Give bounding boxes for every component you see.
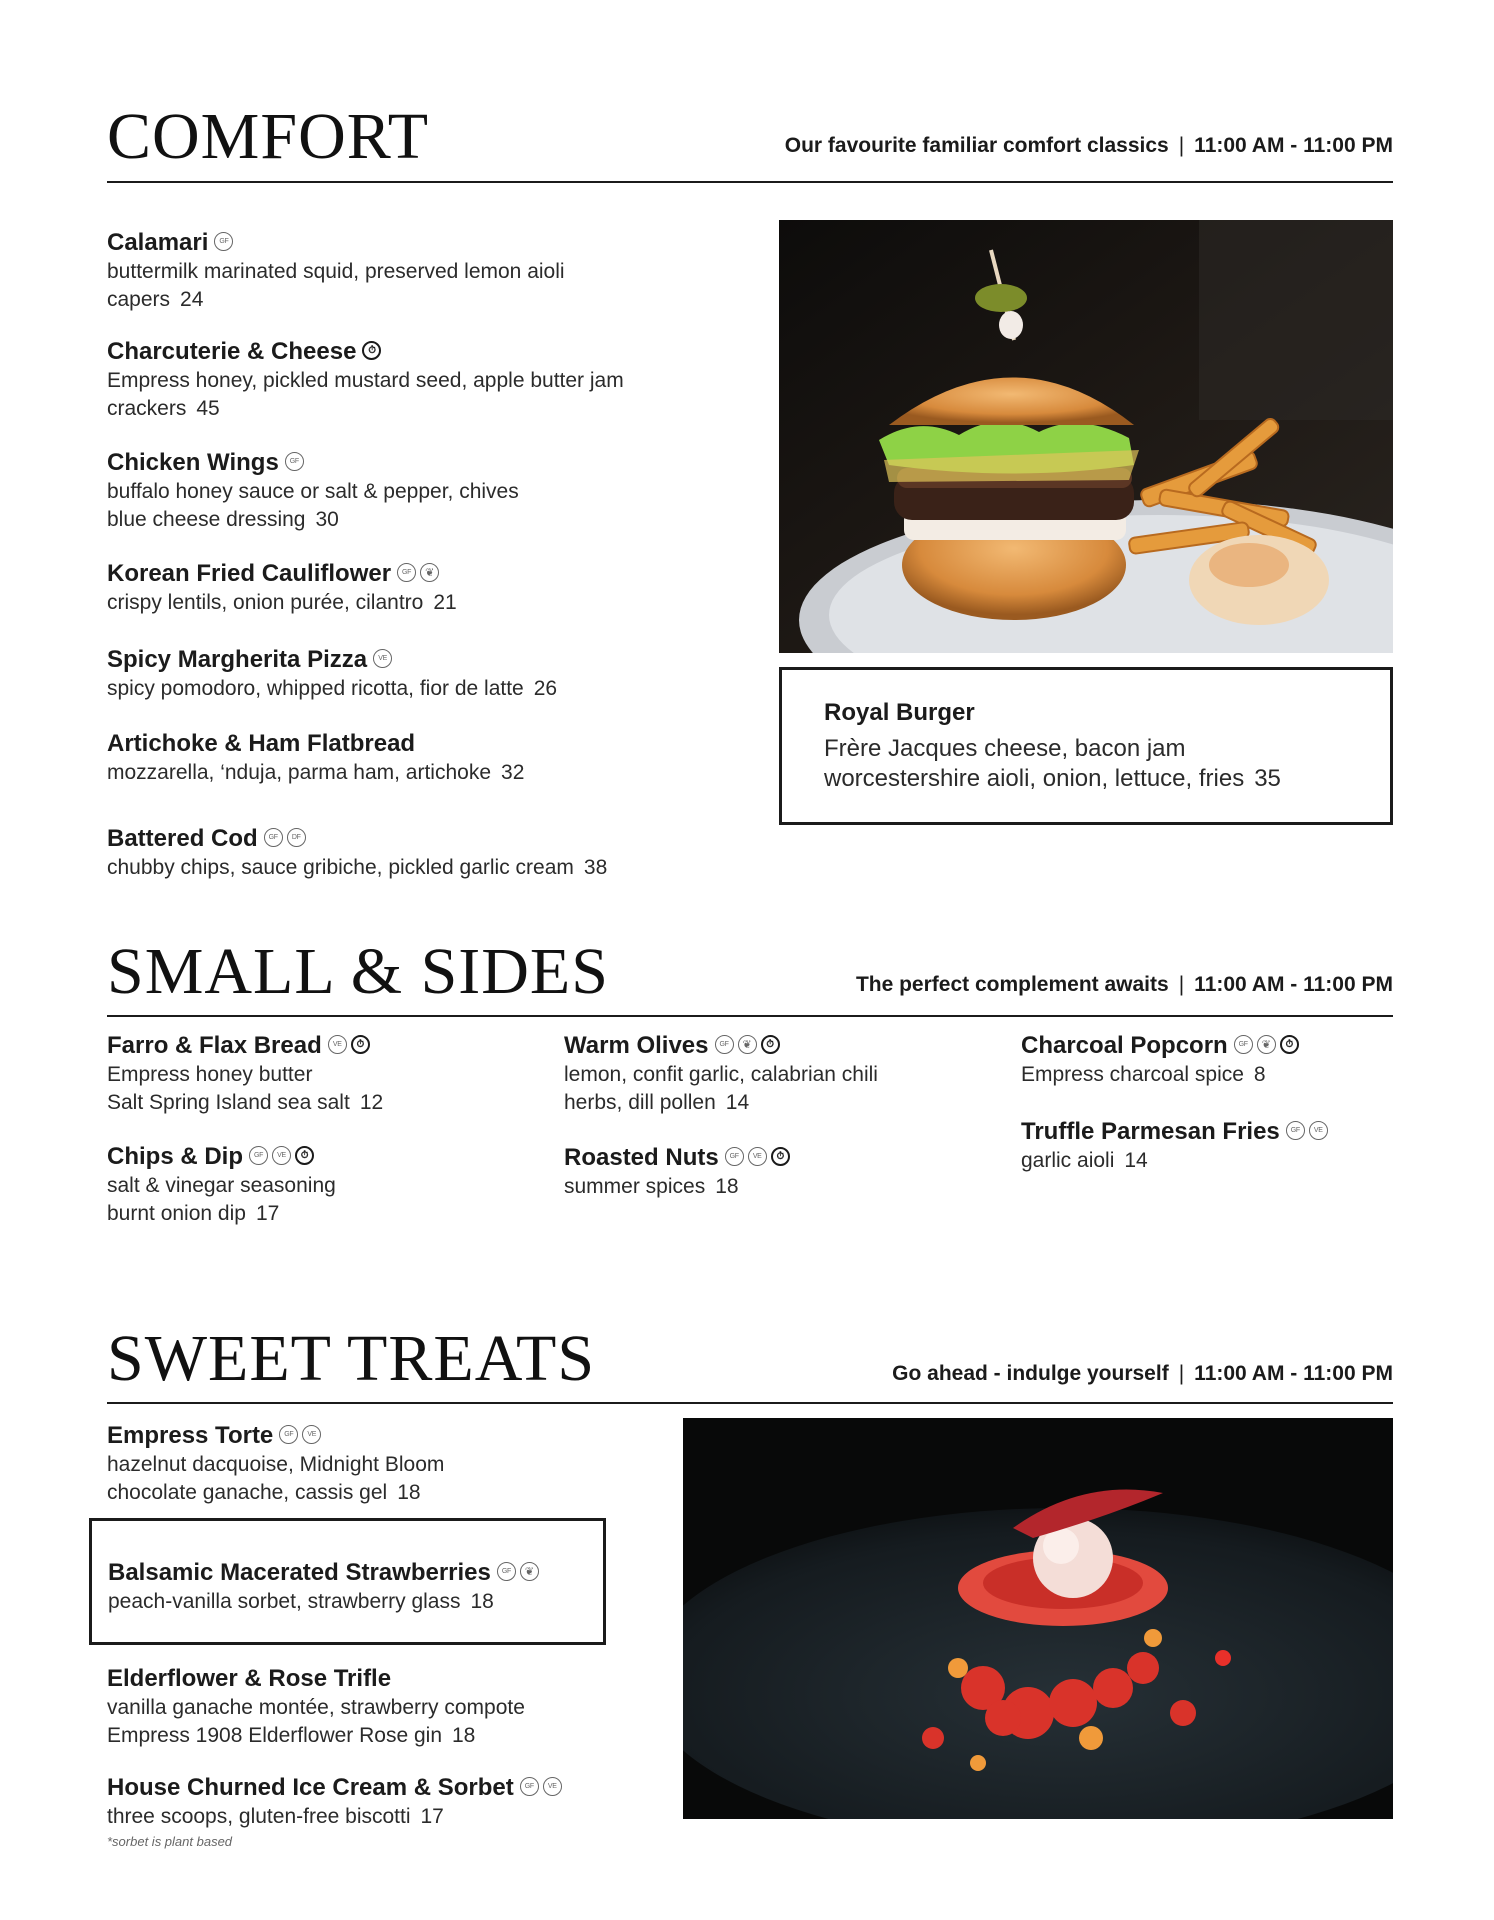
gluten-free-icon: GF [249, 1146, 268, 1165]
comfort-hours: 11:00 AM - 11:00 PM [1194, 134, 1393, 157]
gluten-free-icon: GF [715, 1035, 734, 1054]
price: 45 [196, 397, 220, 420]
comfort-title: COMFORT [107, 100, 430, 173]
sides-hours: 11:00 AM - 11:00 PM [1194, 973, 1393, 996]
vegetarian-icon: VE [328, 1035, 347, 1054]
menu-item-charcoal-popcorn: Charcoal Popcorn GF ❦ ⏱ Empress charcoal spice 8 [1021, 1029, 1303, 1089]
price: 21 [433, 591, 457, 614]
vegetarian-icon: VE [1309, 1121, 1328, 1140]
price: 24 [180, 288, 204, 311]
vegetarian-icon: VE [373, 649, 392, 668]
menu-item-warm-olives: Warm Olives GF ❦ ⏱ lemon, confit garlic, calabrian chili herbs, dill pollen 14 [564, 1032, 878, 1114]
dessert-image [683, 1418, 1393, 1819]
royal-burger-feature [779, 667, 1393, 825]
dessert-photo [683, 1418, 1393, 1819]
price: 18 [470, 1590, 494, 1613]
gluten-free-icon: GF [285, 452, 304, 471]
sweets-tagline: Go ahead - indulge yourself | 11:00 AM - 11:00 PM [892, 1362, 1393, 1385]
gluten-free-icon: GF [520, 1777, 539, 1796]
menu-item-ice-cream-sorbet: House Churned Ice Cream & Sorbet GF VE three scoops, gluten-free biscotti 17 [107, 1771, 566, 1831]
timer-icon: ⏱ [362, 341, 381, 360]
gluten-free-icon: GF [264, 828, 283, 847]
strawberries-feature [89, 1518, 606, 1645]
timer-icon: ⏱ [295, 1146, 314, 1165]
price: 18 [452, 1724, 476, 1747]
sweets-header [107, 1322, 1393, 1404]
price: 18 [715, 1175, 739, 1198]
sides-tagline: The perfect complement awaits | 11:00 AM - 11:00 PM [855, 973, 1393, 996]
menu-item-margherita-pizza: Spicy Margherita Pizza VE spicy pomodoro, whipped ricotta, fior de latte 26 [107, 646, 558, 700]
menu-item-elderflower-trifle: Elderflower & Rose Trifle vanilla ganache montée, strawberry compote Empress 1908 Elderflower Rose gin 18 [107, 1665, 525, 1747]
price: 32 [501, 761, 525, 784]
price: 12 [359, 1091, 384, 1114]
menu-item-chips-dip: Chips & Dip GF VE ⏱ salt & vinegar seasoning burnt onion dip 17 [107, 1143, 336, 1225]
gluten-free-icon: GF [725, 1147, 744, 1166]
menu-item-flatbread: Artichoke & Ham Flatbread mozzarella, ‘nduja, parma ham, artichoke 32 [107, 730, 525, 784]
price: 8 [1253, 1063, 1266, 1086]
price: 38 [583, 856, 608, 879]
plant-based-icon: ❦ [420, 563, 439, 582]
timer-icon: ⏱ [771, 1147, 790, 1166]
gluten-free-icon: GF [397, 563, 416, 582]
plant-based-icon: ❦ [1257, 1035, 1276, 1054]
vegetarian-icon: VE [748, 1147, 767, 1166]
gluten-free-icon: GF [1286, 1121, 1305, 1140]
menu-item-chicken-wings: Chicken Wings GF buffalo honey sauce or salt & pepper, chives blue cheese dressing 30 [107, 449, 519, 531]
price: 35 [1254, 765, 1281, 792]
menu-item-korean-cauliflower: Korean Fried Cauliflower GF ❦ crispy lentils, onion purée, cilantro 21 [107, 560, 457, 614]
sorbet-footnote: *sorbet is plant based [107, 1834, 233, 1849]
price: 26 [533, 677, 558, 700]
sweets-title: SWEET TREATS [107, 1322, 596, 1395]
plant-based-icon: ❦ [738, 1035, 757, 1054]
vegetarian-icon: VE [543, 1777, 562, 1796]
burger-photo [779, 220, 1393, 653]
timer-icon: ⏱ [761, 1035, 780, 1054]
menu-item-royal-burger: Royal Burger Frère Jacques cheese, bacon jam worcestershire aioli, onion, lettuce, fries 35 [824, 699, 1281, 792]
price: 14 [1124, 1149, 1148, 1172]
vegetarian-icon: VE [272, 1146, 291, 1165]
menu-item-roasted-nuts: Roasted Nuts GF VE ⏱ summer spices 18 [564, 1141, 794, 1201]
price: 18 [397, 1481, 421, 1504]
dairy-free-icon: DF [287, 828, 306, 847]
price: 14 [725, 1091, 750, 1114]
plant-based-icon: ❦ [520, 1562, 539, 1581]
menu-item-empress-torte: Empress Torte GF VE hazelnut dacquoise, Midnight Bloom chocolate ganache, cassis gel 18 [107, 1422, 445, 1504]
price: 17 [255, 1202, 280, 1225]
menu-item-calamari: Calamari GF buttermilk marinated squid, preserved lemon aioli capers 24 [107, 229, 565, 311]
price: 30 [315, 508, 339, 531]
vegetarian-icon: VE [302, 1425, 321, 1444]
menu-item-battered-cod: Battered Cod GF DF chubby chips, sauce gribiche, pickled garlic cream 38 [107, 825, 608, 879]
comfort-header [107, 100, 1393, 183]
menu-item-truffle-fries: Truffle Parmesan Fries GF VE garlic aioli 14 [1021, 1115, 1332, 1175]
sweets-hours: 11:00 AM - 11:00 PM [1194, 1362, 1393, 1385]
menu-item-balsamic-strawberries: Balsamic Macerated Strawberries GF ❦ peach-vanilla sorbet, strawberry glass 18 [108, 1556, 543, 1616]
sides-header [107, 935, 1393, 1017]
price: 17 [420, 1805, 444, 1828]
comfort-tagline: Our favourite familiar comfort classics | 11:00 AM - 11:00 PM [784, 134, 1393, 157]
gluten-free-icon: GF [279, 1425, 298, 1444]
gluten-free-icon: GF [1234, 1035, 1253, 1054]
sides-title: SMALL & SIDES [107, 935, 609, 1008]
burger-image [779, 220, 1393, 653]
gluten-free-icon: GF [214, 232, 233, 251]
menu-item-farro-bread: Farro & Flax Bread VE ⏱ Empress honey butter Salt Spring Island sea salt 12 [107, 1032, 384, 1114]
timer-icon: ⏱ [351, 1035, 370, 1054]
timer-icon: ⏱ [1280, 1035, 1299, 1054]
menu-item-charcuterie: Charcuterie & Cheese ⏱ Empress honey, pickled mustard seed, apple butter jam crackers 45 [107, 338, 624, 420]
gluten-free-icon: GF [497, 1562, 516, 1581]
